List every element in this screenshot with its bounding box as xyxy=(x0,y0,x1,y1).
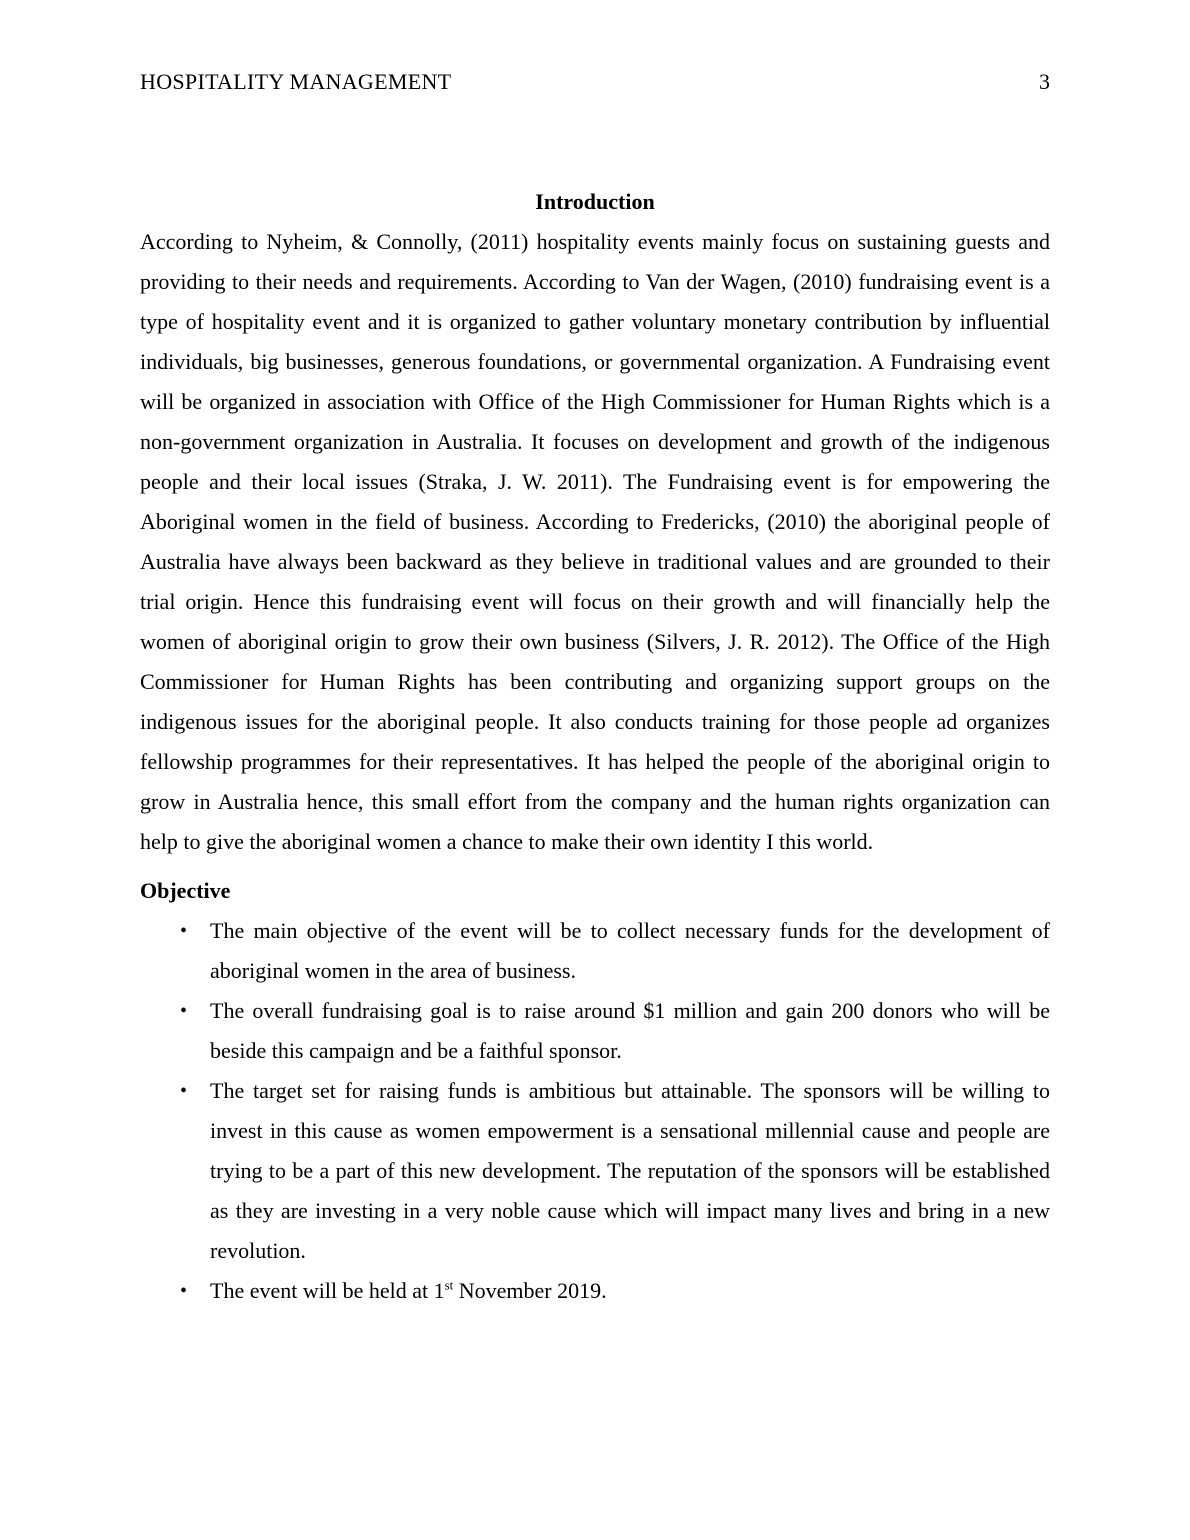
ordinal-superscript: st xyxy=(444,1277,454,1293)
page-header xyxy=(140,68,1050,96)
page-number: 3 xyxy=(1039,69,1050,94)
objective-item-3 xyxy=(140,1071,1050,1271)
objective-item-text xyxy=(210,1278,607,1303)
objective-item-1 xyxy=(140,911,1050,991)
bullet-icon: • xyxy=(180,1000,188,1022)
bullet-icon: • xyxy=(180,1080,188,1102)
introduction-heading: Introduction xyxy=(535,189,655,214)
event-date-text-end: November 2019. xyxy=(453,1278,607,1303)
running-head: HOSPITALITY MANAGEMENT xyxy=(140,69,452,94)
event-date-text-start: The event will be held at 1 xyxy=(210,1278,445,1303)
objective-item-2 xyxy=(140,991,1050,1071)
objective-list xyxy=(140,911,1050,1311)
objective-heading: Objective xyxy=(140,878,231,903)
objective-item-text: The target set for raising funds is ambitious but attainable. The sponsors will be willing to invest in this cause as women empowerment is a sensational millennial cause and people are trying to be a part of this new development. The reputation of the sponsors will be established as they are investing in a very noble cause which will impact many lives and bring in a new revolution. xyxy=(210,1078,1050,1263)
objective-item-text: The overall fundraising goal is to raise around $1 million and gain 200 donors who will be beside this campaign and be a faithful sponsor. xyxy=(210,998,1050,1063)
document-body xyxy=(140,182,1050,1311)
objective-item-4 xyxy=(140,1271,1050,1311)
objective-item-text: The main objective of the event will be to collect necessary funds for the development of aboriginal women in the area of business. xyxy=(210,918,1050,983)
introduction-paragraph: According to Nyheim, & Connolly, (2011) hospitality events mainly focus on sustaining guests and providing to their needs and requirements. According to Van der Wagen, (2010) fundraising event is a type of hospitality event and it is organized to gather voluntary monetary contribution by influential individuals, big businesses, generous foundations, or governmental organization. A Fundraising event will be organized in association with Office of the High Commissioner for Human Rights which is a non-government organization in Australia. It focuses on development and growth of the indigenous people and their local issues (Straka, J. W. 2011). The Fundraising event is for empowering the Aboriginal women in the field of business. According to Fredericks, (2010) the aboriginal people of Australia have always been backward as they believe in traditional values and are grounded to their trial origin. Hence this fundraising event will focus on their growth and will financially help the women of aboriginal origin to grow their own business (Silvers, J. R. 2012). The Office of the High Commissioner for Human Rights has been contributing and organizing support groups on the indigenous issues for the aboriginal people. It also conducts training for those people ad organizes fellowship programmes for their representatives. It has helped the people of the aboriginal origin to grow in Australia hence, this small effort from the company and the human rights organization can help to give the aboriginal women a chance to make their own identity I this world. xyxy=(140,229,1050,854)
bullet-icon: • xyxy=(180,1280,188,1302)
bullet-icon: • xyxy=(180,920,188,942)
